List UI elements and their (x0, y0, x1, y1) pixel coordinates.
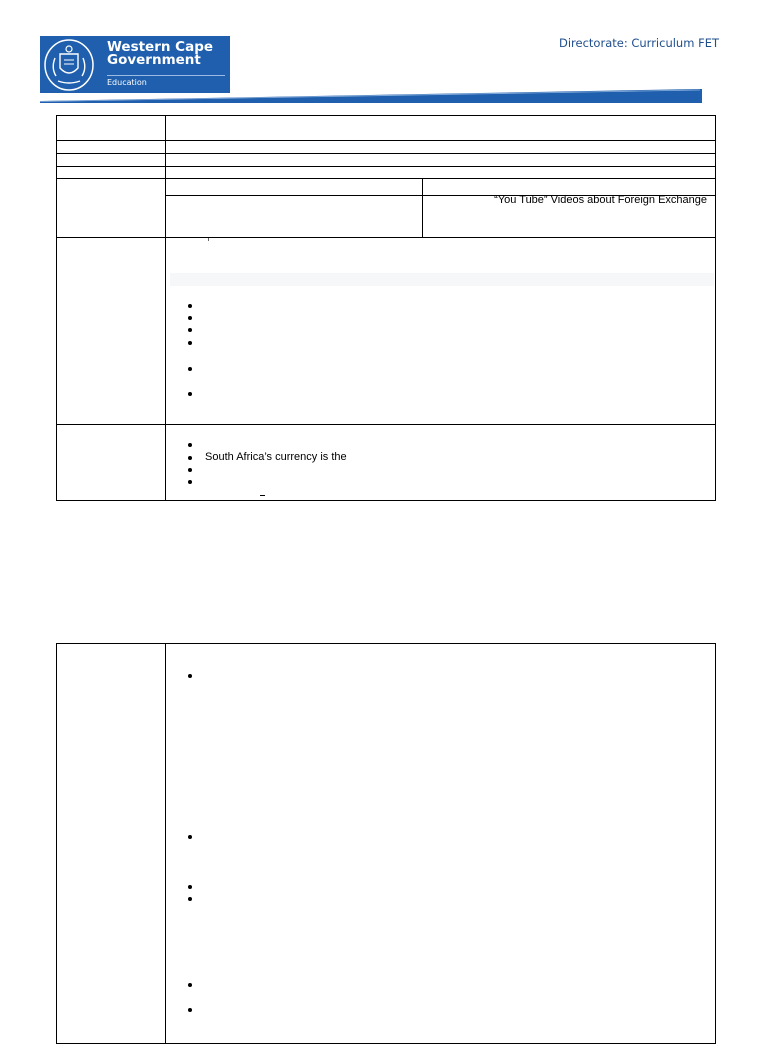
bullet-icon (188, 456, 192, 460)
logo-divider (107, 75, 225, 76)
list-item-text: South Africa’s currency is the (205, 451, 347, 463)
value-cell (166, 141, 716, 154)
objectives-cell (166, 238, 716, 425)
directorate-title: Directorate: Curriculum FET (559, 36, 719, 50)
bullet-icon (188, 674, 192, 678)
label-cell (57, 154, 166, 167)
coat-of-arms-icon (42, 38, 96, 92)
value-cell (166, 167, 716, 179)
youtube-videos-text: “You Tube” Videos about Foreign Exchange (494, 194, 707, 206)
lesson-plan-table (56, 115, 716, 501)
department-name: Education (107, 78, 147, 87)
bullet-icon (188, 341, 192, 345)
bullet-icon (188, 328, 192, 332)
resources-right-cell (423, 196, 716, 238)
bullet-icon (188, 316, 192, 320)
gov-name-line1: Western Cape (107, 39, 214, 55)
value-cell (166, 154, 716, 167)
background-cell (166, 425, 716, 501)
bullet-icon (188, 304, 192, 308)
tick-mark (208, 238, 209, 241)
label-cell (57, 167, 166, 179)
background-label-cell (57, 425, 166, 501)
dash-mark (260, 495, 265, 496)
activities-label-cell (57, 644, 166, 1044)
value-cell (166, 116, 716, 141)
shaded-band (170, 273, 714, 286)
bullet-icon (188, 392, 192, 396)
label-cell (57, 116, 166, 141)
lesson-activities-table (56, 643, 716, 1044)
objectives-label-cell (57, 238, 166, 425)
bullet-icon (188, 1008, 192, 1012)
gov-name-line2: Government (107, 52, 201, 68)
resources-left-cell (166, 196, 423, 238)
label-cell (57, 141, 166, 154)
government-logo (40, 36, 230, 93)
bullet-icon (188, 897, 192, 901)
bullet-icon (188, 885, 192, 889)
resources-header-left (166, 179, 423, 196)
header-swoosh (0, 88, 768, 108)
activities-cell (166, 644, 716, 1044)
resources-label-cell (57, 179, 166, 238)
bullet-icon (188, 983, 192, 987)
bullet-icon (188, 480, 192, 484)
bullet-icon (188, 367, 192, 371)
bullet-icon (188, 835, 192, 839)
bullet-icon (188, 468, 192, 472)
bullet-icon (188, 443, 192, 447)
resources-header-right (423, 179, 716, 196)
